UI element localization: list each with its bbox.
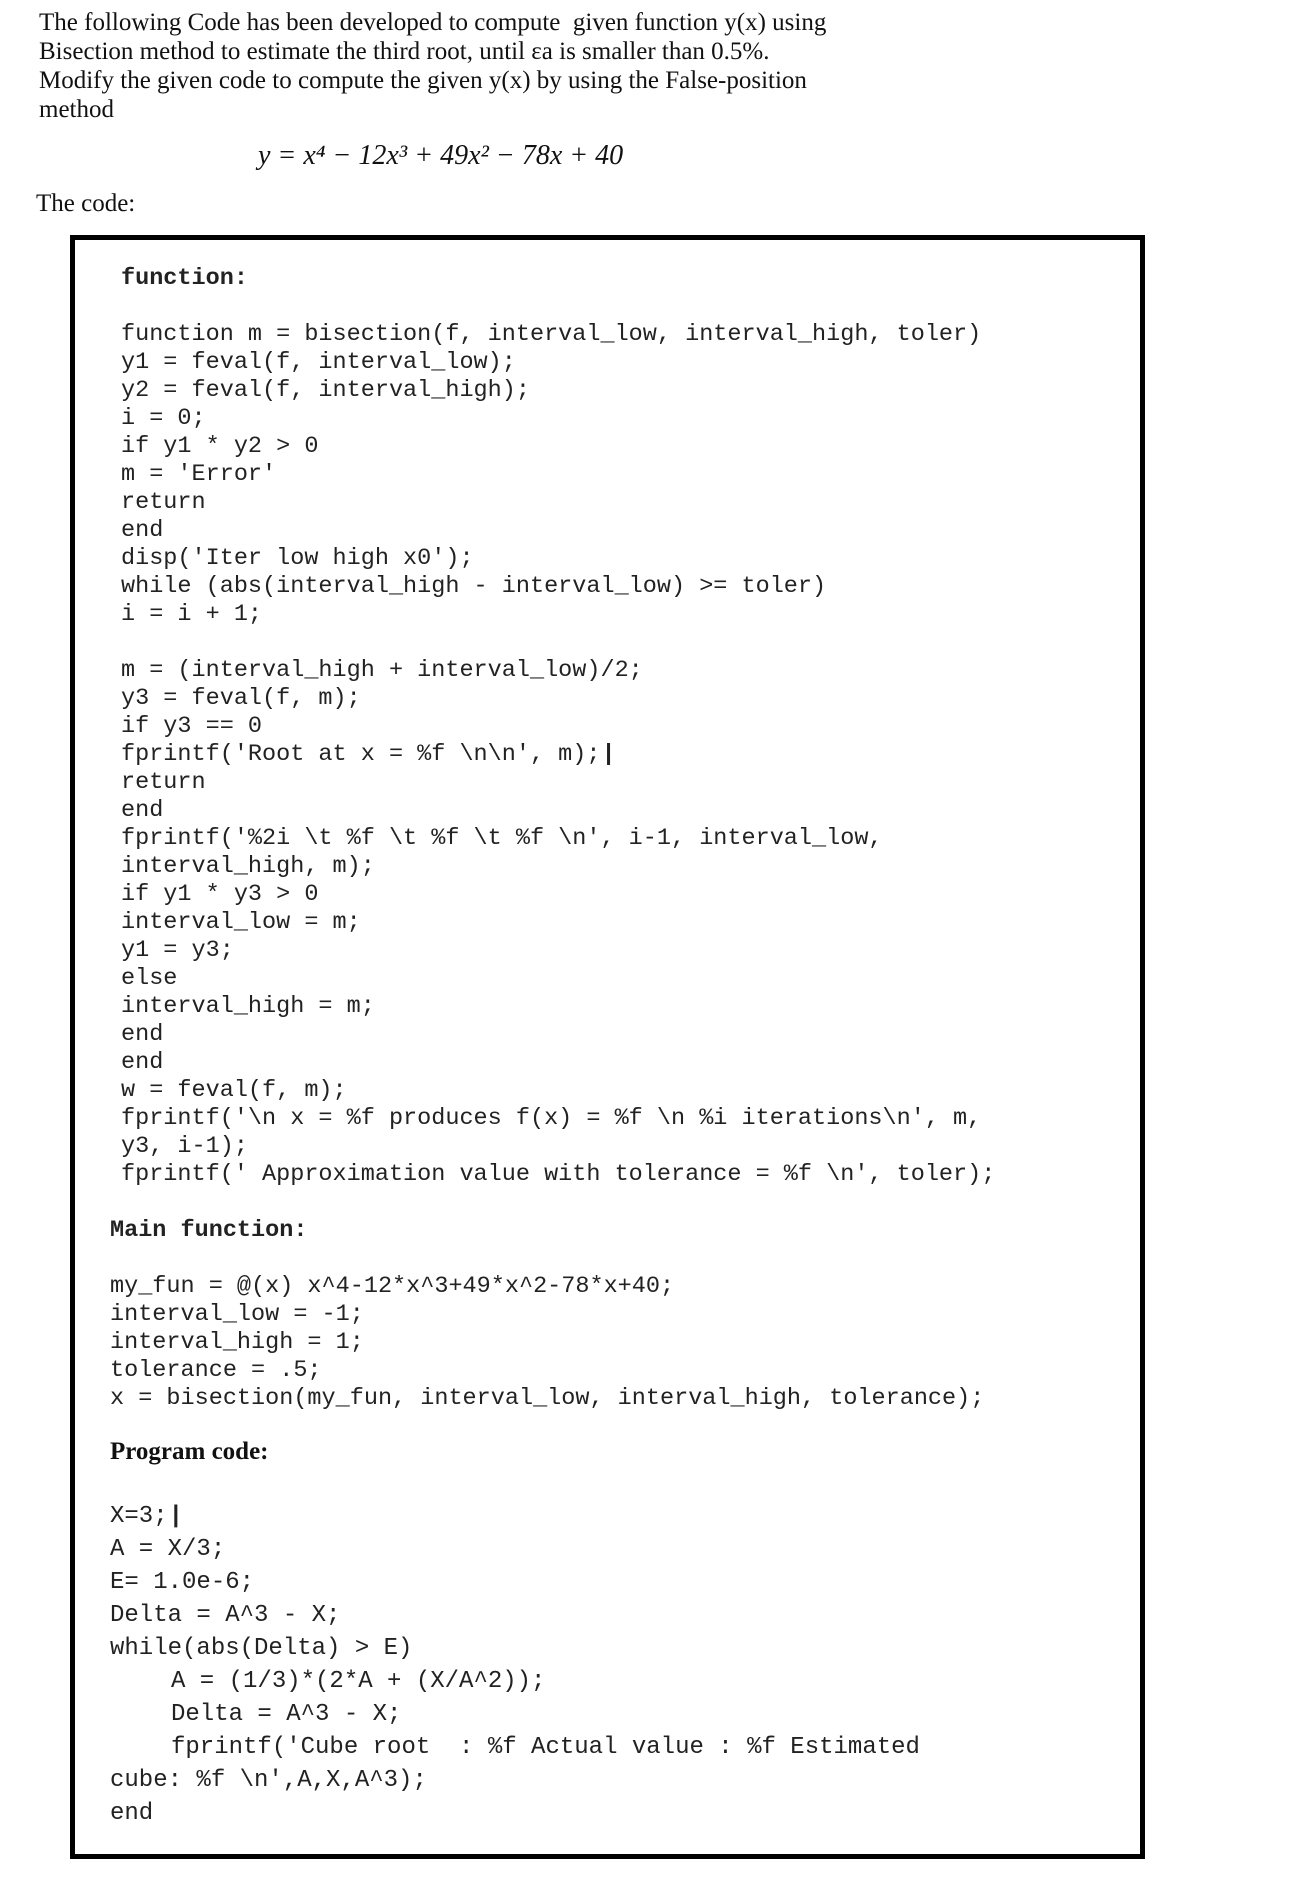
code-line: X=3; | xyxy=(110,1503,183,1530)
statement-line: Modify the given code to compute the given y(x) by using the False-position xyxy=(39,67,807,94)
code-line: interval_high = m; xyxy=(121,993,375,1020)
code-line: return xyxy=(121,769,206,796)
code-line: while(abs(Delta) > E) xyxy=(110,1635,413,1662)
code-line: y3 = feval(f, m); xyxy=(121,685,361,712)
function-equation: y = x⁴ − 12x³ + 49x² − 78x + 40 xyxy=(258,140,624,171)
code-line: else xyxy=(121,965,178,992)
program-code-heading: Program code: xyxy=(110,1438,269,1465)
code-line: x = bisection(my_fun, interval_low, interval_high, tolerance); xyxy=(110,1385,985,1412)
code-line: if y1 * y3 > 0 xyxy=(121,881,319,908)
code-line: i = i + 1; xyxy=(121,601,263,628)
code-line: y3, i-1); xyxy=(121,1133,248,1160)
statement-line: The following Code has been developed to compute given function y(x) using xyxy=(39,9,827,36)
code-line: fprintf('%2i \t %f \t %f \t %f \n', i-1, interval_low, xyxy=(121,825,883,852)
code-line: interval_low = -1; xyxy=(110,1301,364,1328)
code-line: tolerance = .5; xyxy=(110,1357,322,1384)
statement-line: Bisection method to estimate the third root, until εa is smaller than 0.5%. xyxy=(39,38,770,65)
function-heading: function: xyxy=(121,265,248,292)
code-line: my_fun = @(x) x^4-12*x^3+49*x^2-78*x+40; xyxy=(110,1273,675,1300)
code-line: fprintf('Root at x = %f \n\n', m); | xyxy=(121,741,616,768)
code-line: i = 0; xyxy=(121,405,206,432)
code-line: if y3 == 0 xyxy=(121,713,263,740)
code-line: end xyxy=(121,517,164,544)
code-line: m = 'Error' xyxy=(121,461,277,488)
code-line: end xyxy=(110,1800,154,1827)
code-line: fprintf(' Approximation value with tolerance = %f \n', toler); xyxy=(121,1161,996,1188)
code-line: y1 = feval(f, interval_low); xyxy=(121,349,516,376)
code-line: interval_low = m; xyxy=(121,909,361,936)
code-line: interval_high, m); xyxy=(121,853,375,880)
code-line: while (abs(interval_high - interval_low) >= toler) xyxy=(121,573,827,600)
code-line: y2 = feval(f, interval_high); xyxy=(121,377,530,404)
code-line: if y1 * y2 > 0 xyxy=(121,433,319,460)
code-line: end xyxy=(121,1049,164,1076)
code-line: fprintf('Cube root : %f Actual value : %f Estimated xyxy=(171,1734,920,1761)
statement-line: method xyxy=(39,96,114,123)
problem-statement xyxy=(39,8,899,124)
code-line: cube: %f \n',A,X,A^3); xyxy=(110,1767,427,1794)
code-line: w = feval(f, m); xyxy=(121,1077,347,1104)
code-line: interval_high = 1; xyxy=(110,1329,364,1356)
main-function-heading: Main function: xyxy=(110,1217,308,1244)
code-line: Delta = A^3 - X; xyxy=(110,1602,341,1629)
code-line: return xyxy=(121,489,206,516)
code-label: The code: xyxy=(36,190,136,217)
code-line: Delta = A^3 - X; xyxy=(171,1701,402,1728)
code-line: function m = bisection(f, interval_low, interval_high, toler) xyxy=(121,321,982,348)
code-line: end xyxy=(121,797,164,824)
code-line: end xyxy=(121,1021,164,1048)
code-line: A = (1/3)*(2*A + (X/A^2)); xyxy=(171,1668,546,1695)
code-line: fprintf('\n x = %f produces f(x) = %f \n %i iterations\n', m, xyxy=(121,1105,982,1132)
code-line: A = X/3; xyxy=(110,1536,226,1563)
code-line: disp('Iter low high x0'); xyxy=(121,545,474,572)
code-line: E= 1.0e-6; xyxy=(110,1569,255,1596)
code-box xyxy=(70,235,1145,1859)
code-line: m = (interval_high + interval_low)/2; xyxy=(121,657,643,684)
code-line: y1 = y3; xyxy=(121,937,234,964)
